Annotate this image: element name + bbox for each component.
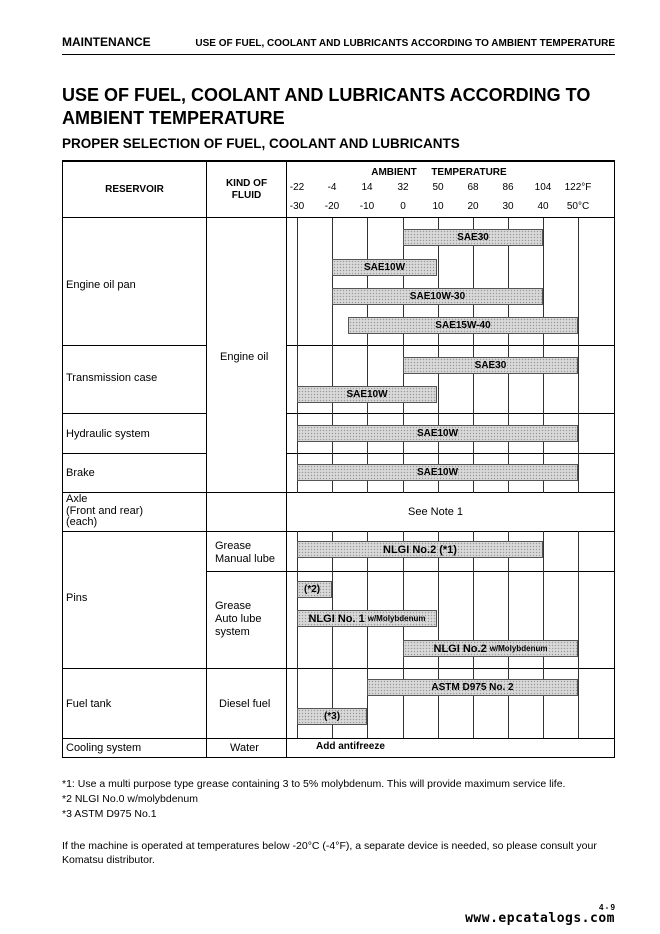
fluid-grease-auto [215, 600, 261, 639]
page-title-line1: USE OF FUEL, COOLANT AND LUBRICANTS ACCORDING TO [62, 85, 591, 105]
table-header-rule [62, 217, 615, 218]
table-top-rule [62, 160, 615, 162]
bar-brake-sae10w: SAE10W [297, 464, 578, 481]
bar-pins-note2: (*2) [297, 581, 332, 598]
row-divider [286, 453, 615, 454]
tick-fahrenheit: 14 [361, 182, 373, 193]
tick-celsius: -30 [289, 201, 305, 212]
fluid-diesel-fuel: Diesel fuel [219, 698, 271, 710]
tick-celsius: 10 [432, 201, 444, 212]
tick-fahrenheit: 86 [502, 182, 514, 193]
row-divider [62, 668, 615, 669]
header-section: MAINTENANCE [62, 35, 151, 49]
bar-pins-nlgi1: NLGI No. 1 w/Molybdenum [297, 610, 437, 627]
reservoir-axle [66, 494, 143, 529]
temperature-gridline [578, 218, 579, 738]
fluid-grease-manual [215, 540, 275, 566]
row-divider [62, 345, 206, 346]
bar-hydraulic-sae10w: SAE10W [297, 425, 578, 442]
ambient-label: AMBIENT [371, 167, 417, 178]
bar-pins-manual-nlgi2: NLGI No.2 (*1) [297, 541, 543, 558]
row-divider [62, 413, 206, 414]
axle-see-note: See Note 1 [408, 506, 464, 518]
row-divider [62, 453, 206, 454]
tick-celsius: -10 [359, 201, 375, 212]
page-number: 4 - 9 [598, 903, 615, 912]
bar-fuel-note3: (*3) [297, 708, 367, 725]
cold-weather-note-line1: If the machine is operated at temperatures below -20°C (-4°F), a separate device is needed, so please consult your [62, 840, 597, 852]
section-subtitle: PROPER SELECTION OF FUEL, COOLANT AND LUBRICANTS [62, 136, 460, 151]
axle-line1: Axle [66, 493, 88, 505]
reservoir-pins: Pins [66, 592, 88, 604]
footnote-1: *1: Use a multi purpose type grease containing 3 to 5% molybdenum. This will provide maximum service life. [62, 778, 566, 790]
bar-transmission-sae30: SAE30 [403, 357, 578, 374]
cold-weather-note-line2: Komatsu distributor. [62, 854, 155, 866]
tick-celsius: 40 [537, 201, 549, 212]
tick-celsius: 50°C [566, 201, 590, 212]
reservoir-brake: Brake [66, 467, 95, 479]
tick-celsius: 0 [400, 201, 406, 212]
grease-auto-line2: Auto lube [215, 613, 262, 625]
fluid-water: Water [230, 742, 259, 754]
tick-fahrenheit: 32 [397, 182, 409, 193]
tick-fahrenheit: 122°F [564, 182, 592, 193]
tick-fahrenheit: 104 [534, 182, 552, 193]
bar-engine-sae10w: SAE10W [332, 259, 437, 276]
tick-fahrenheit: 68 [467, 182, 479, 193]
tick-celsius: -20 [324, 201, 340, 212]
fluid-engine-oil: Engine oil [220, 351, 269, 363]
tick-fahrenheit: -4 [327, 182, 337, 193]
grease-auto-line1: Grease [215, 600, 252, 612]
grease-manual-line2: Manual lube [215, 553, 275, 565]
kind-of-fluid-line1: KIND OF [225, 178, 268, 189]
grease-auto-line3: system [215, 626, 250, 638]
temperature-label: TEMPERATURE [431, 167, 507, 178]
reservoir-engine-oil-pan: Engine oil pan [66, 279, 136, 291]
reservoir-fuel-tank: Fuel tank [66, 698, 112, 710]
bar-engine-sae30: SAE30 [403, 229, 543, 246]
watermark-site: www.epcatalogs.com [465, 911, 615, 926]
bar-fuel-astm-no2: ASTM D975 No. 2 [367, 679, 578, 696]
header-chapter: USE OF FUEL, COOLANT AND LUBRICANTS ACCORDING TO AMBIENT TEMPERATURE [195, 38, 615, 49]
bar-pins-nlgi2-moly: NLGI No.2 w/Molybdenum [403, 640, 578, 657]
bar-engine-sae10w30: SAE10W-30 [332, 288, 543, 305]
axle-line2: (Front and rear) [66, 504, 144, 517]
reservoir-column-header: RESERVOIR [105, 184, 164, 195]
reservoir-transmission-case: Transmission case [66, 372, 158, 384]
table-bottom-rule [62, 757, 615, 758]
kind-of-fluid-column-header [207, 178, 286, 202]
tick-fahrenheit: -22 [289, 182, 305, 193]
row-divider [206, 571, 615, 572]
bar-transmission-sae10w: SAE10W [297, 386, 437, 403]
row-divider [286, 413, 615, 414]
axle-line3: (each) [66, 516, 98, 528]
grease-manual-line1: Grease [215, 540, 252, 552]
footnote-3: *3 ASTM D975 No.1 [62, 808, 157, 820]
kind-of-fluid-line2: FLUID [231, 190, 262, 201]
add-antifreeze-label: Add antifreeze [316, 741, 385, 752]
reservoir-hydraulic-system: Hydraulic system [66, 428, 150, 440]
row-divider [286, 345, 615, 346]
bar-engine-sae15w40: SAE15W-40 [348, 317, 578, 334]
tick-fahrenheit: 50 [432, 182, 444, 193]
page-title-line2: AMBIENT TEMPERATURE [62, 108, 285, 128]
tick-celsius: 30 [502, 201, 514, 212]
tick-celsius: 20 [467, 201, 479, 212]
footnote-2: *2 NLGI No.0 w/molybdenum [62, 793, 198, 805]
reservoir-cooling-system: Cooling system [66, 742, 142, 754]
row-divider [62, 531, 615, 532]
cold-weather-note [62, 839, 597, 867]
